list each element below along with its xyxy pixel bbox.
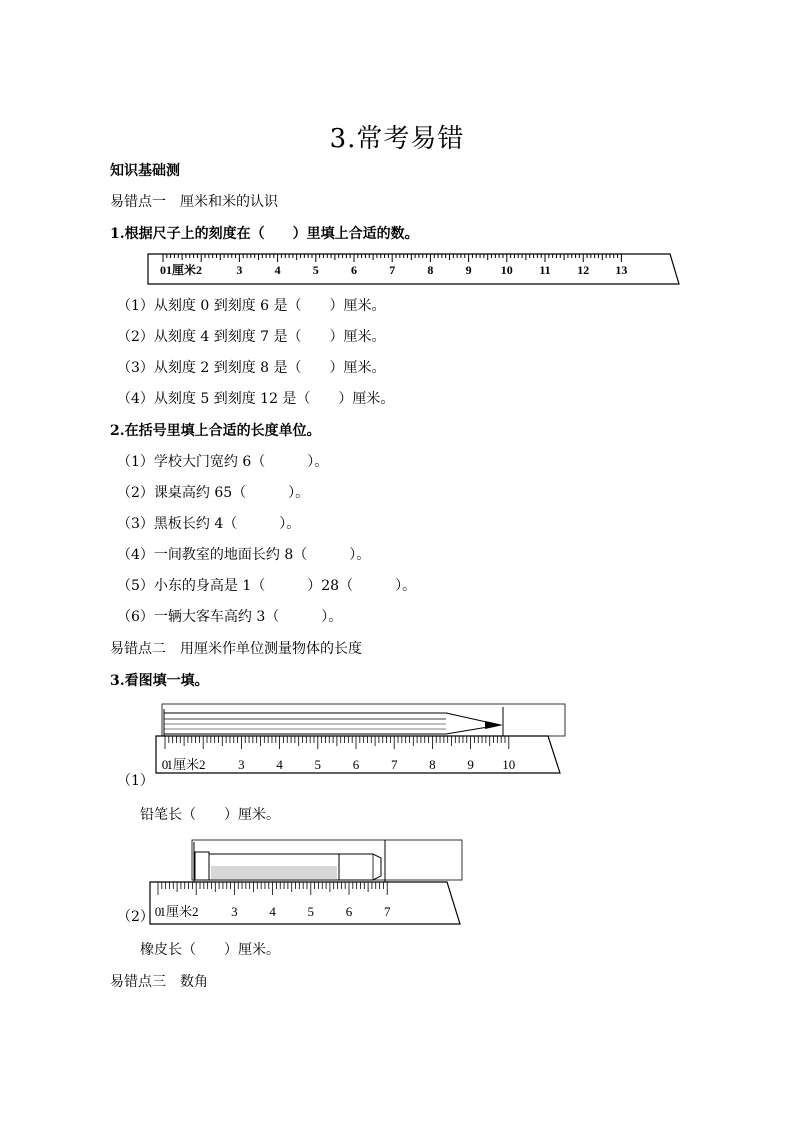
pencil-figure: [150, 703, 570, 787]
q2-item-5: （5）小东的身高是 1（ ）28（ ）。: [117, 578, 417, 594]
ruler-label: 1厘米2: [166, 263, 203, 277]
q2-item-2: （2）课桌高约 65（ ）。: [117, 485, 310, 501]
figure-2-answer: 橡皮长（ ）厘米。: [140, 942, 280, 958]
q2-item-1: （1）学校大门宽约 6（ ）。: [117, 454, 329, 470]
pencil-icon: [164, 707, 503, 739]
ruler-label: 1厘米2: [159, 904, 199, 919]
ruler-label: 13: [615, 263, 628, 277]
ruler-label: 4: [276, 757, 283, 772]
q2-item-4: （4）一间教室的地面长约 8（ ）。: [117, 547, 371, 563]
ruler-0-13-svg: [147, 252, 682, 288]
ruler-label: 3: [238, 757, 245, 772]
q2-item-6: （6）一辆大客车高约 3（ ）。: [117, 609, 343, 625]
ruler-label: 0: [160, 263, 166, 277]
ruler-label: 10: [502, 757, 516, 772]
ruler-label: 5: [307, 904, 315, 919]
ruler-label: 6: [345, 904, 353, 919]
q2-item-3: （3）黑板长约 4（ ）。: [117, 516, 301, 532]
q1-item-4: （4）从刻度 5 到刻度 12 是（ ）厘米。: [117, 391, 395, 407]
ruler-label: 8: [427, 263, 434, 277]
ruler-label: 6: [351, 263, 357, 277]
error-point-3-heading: 易错点三 数角: [110, 974, 208, 990]
ruler-0-13: [147, 252, 682, 292]
q1-item-1: （1）从刻度 0 到刻度 6 是（ ）厘米。: [117, 298, 386, 314]
ruler-label: 7: [390, 757, 398, 772]
ruler-label: 12: [577, 263, 590, 277]
ruler-label: 3: [236, 263, 243, 277]
ruler-label: 0: [154, 904, 162, 919]
ruler-label: 10: [500, 263, 513, 277]
ruler-label: 0: [161, 757, 169, 772]
figure-1-number: （1）: [117, 773, 154, 789]
ruler-label: 6: [352, 757, 360, 772]
ruler-label: 7: [383, 904, 391, 919]
figure-1-answer: 铅笔长（ ）厘米。: [140, 807, 280, 823]
ruler-label: 7: [389, 263, 396, 277]
eraser-icon: [194, 840, 385, 882]
q1-item-2: （2）从刻度 4 到刻度 7 是（ ）厘米。: [117, 329, 386, 345]
eraser-figure-svg: [147, 838, 467, 928]
pencil-figure-svg: [150, 703, 570, 783]
ruler-label: 5: [312, 263, 319, 277]
ruler-label: 4: [274, 263, 281, 277]
ruler-label: 11: [539, 263, 551, 277]
question-2-stem: 2.在括号里填上合适的长度单位。: [110, 423, 321, 439]
ruler-label: 4: [269, 904, 276, 919]
ruler-label: 9: [467, 757, 474, 772]
q1-item-3: （3）从刻度 2 到刻度 8 是（ ）厘米。: [117, 360, 386, 376]
page-title: 3.常考易错: [329, 124, 465, 154]
ruler-label: 3: [231, 904, 238, 919]
ruler-label: 5: [314, 757, 322, 772]
question-3-stem: 3.看图填一填。: [110, 673, 209, 689]
ruler-label: 9: [465, 263, 472, 277]
ruler-label: 1厘米2: [166, 757, 206, 772]
eraser-figure: [147, 838, 467, 932]
question-1-stem: 1.根据尺子上的刻度在（ ）里填上合适的数。: [110, 226, 419, 242]
section-heading: 知识基础测: [110, 163, 180, 179]
error-point-2-heading: 易错点二 用厘米作单位测量物体的长度: [110, 641, 362, 657]
figure-2-number: （2）: [117, 909, 154, 925]
error-point-1-heading: 易错点一 厘米和米的认识: [110, 194, 278, 210]
ruler-label: 8: [429, 757, 436, 772]
